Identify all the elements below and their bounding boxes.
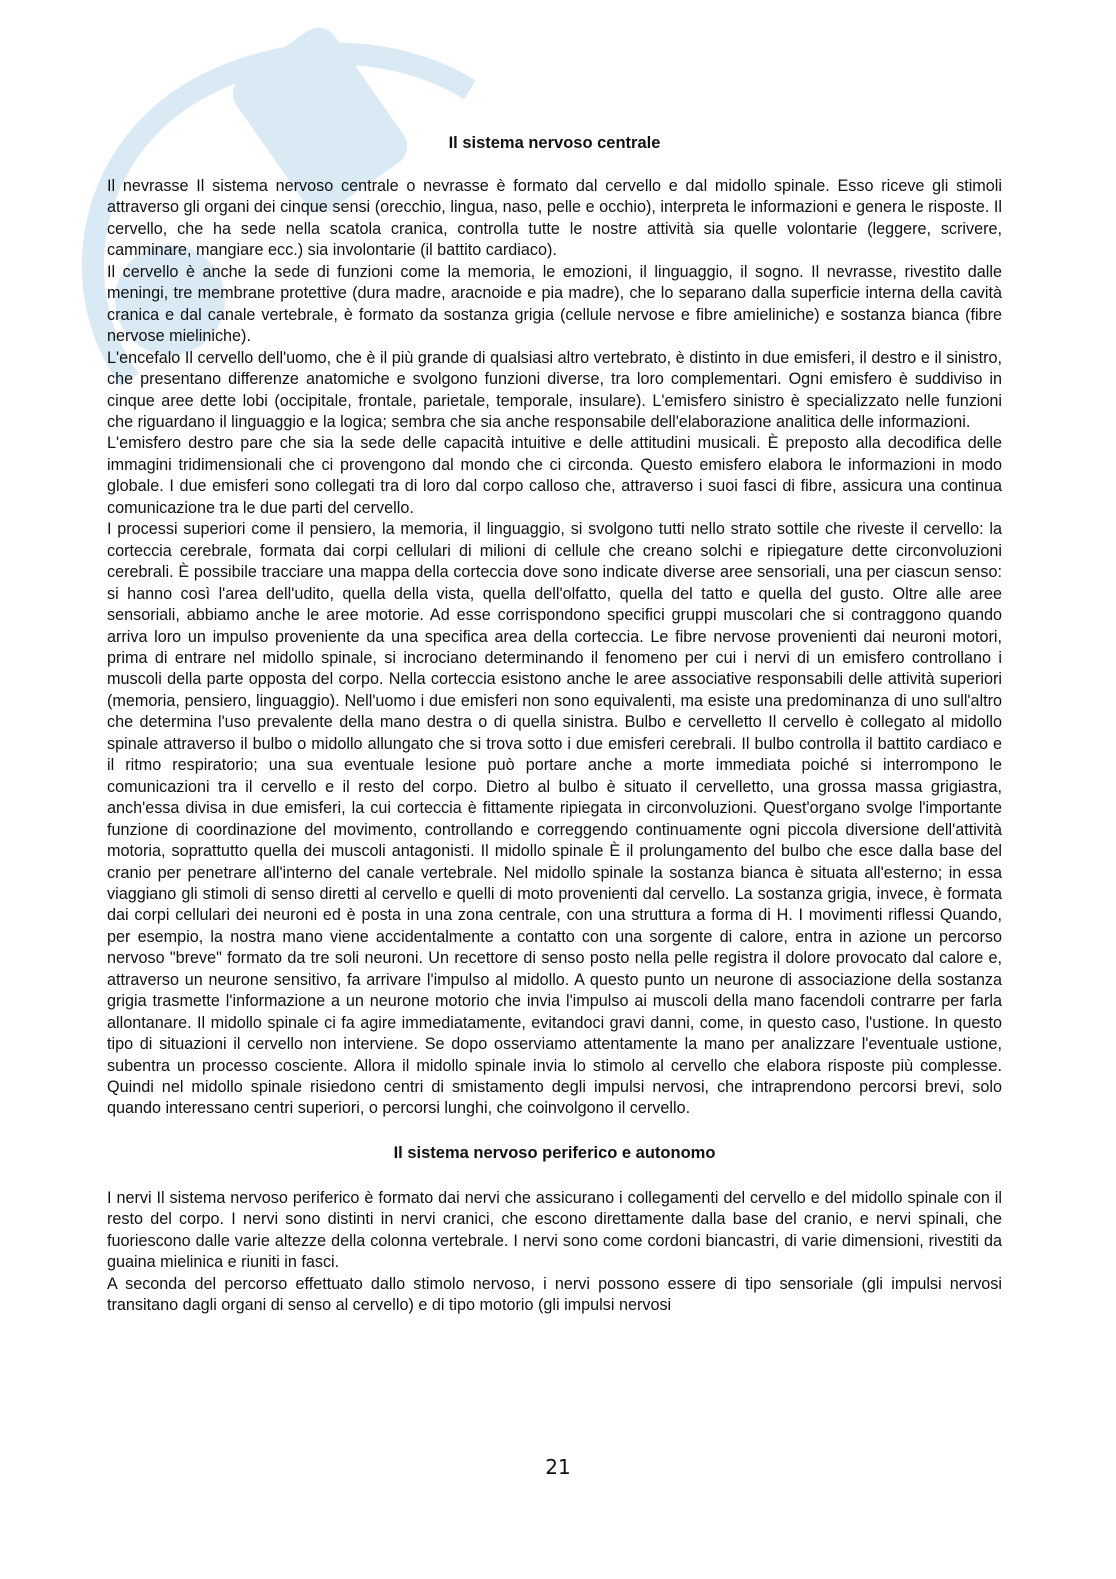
paragraph: Il cervello è anche la sede di funzioni come la memoria, le emozioni, il linguaggio, il sogno. Il nevrasse, rivestito dalle meningi, tre membrane protettive (dura madre, aracnoide e pia madre), che lo separano dalla superficie interna della cavità cranica e dal canale vertebrale, è formato da sostanza grigia (cellule nervose e fibre amieliniche) e sostanza bianca (fibre nervose mieliniche).	[107, 262, 1002, 346]
page-number: 21	[545, 1455, 571, 1479]
section-title-central: Il sistema nervoso centrale	[448, 134, 661, 152]
paragraph: I nervi Il sistema nervoso periferico è formato dai nervi che assicurano i collegamenti del cervello e del midollo spinale con il resto del corpo. I nervi sono distinti in nervi cranici, che escono direttamente dalla base del cranio, e nervi spinali, che fuoriescono dalle varie altezze della colonna vertebrale. I nervi sono come cordoni biancastri, di varie dimensioni, rivestiti da guaina mielinica e riuniti in fasci.	[107, 1188, 1002, 1272]
paragraph: L'emisfero destro pare che sia la sede delle capacità intuitive e delle attitudini musicali. È preposto alla decodifica delle immagini tridimensionali che ci provengono dal mondo che ci circonda. Questo emisfero elabora le informazioni in modo globale. I due emisferi sono collegati tra di loro dal corpo calloso che, attraverso i suoi fasci di fibre, assicura una continua comunicazione tra le due parti del cervello.	[107, 434, 1002, 517]
section-title-peripheral: Il sistema nervoso periferico e autonomo	[393, 1143, 716, 1162]
paragraph: I processi superiori come il pensiero, la memoria, il linguaggio, si svolgono tutti nello strato sottile che riveste il cervello: la corteccia cerebrale, formata dai corpi cellulari di milioni di cellule che creano solchi e ripiegature dette circonvoluzioni cerebrali. È possibile tracciare una mappa della corteccia dove sono indicate diverse aree sensoriali, una per ciascun senso: si hanno così l'area dell'udito, quella della vista, quella dell'olfatto, quella del tatto e quella del gusto. Oltre alle aree sensoriali, abbiamo anche le aree motorie. Ad esse corrispondono specifici gruppi muscolari che si contraggono quando arriva loro un impulso proveniente da una specifica area della corteccia. Le fibre nervose provenienti dai neuroni motori, prima di entrare nel midollo spinale, si incrociano determinando il fenomeno per cui i nervi di un emisfero controllano i muscoli della parte opposta del corpo. Nella corteccia esistono anche le aree associative responsabili delle attività superiori (memoria, pensiero, linguaggio). Nell'uomo i due emisferi non sono equivalenti, ma esiste una predominanza di uno sull'altro che determina l'uso prevalente della mano destra o di quella sinistra. Bulbo e cervelletto Il cervello è collegato al midollo spinale attraverso il bulbo o midollo allungato che si trova sotto i due emisferi cerebrali. Il bulbo controlla il battito cardiaco e il ritmo respiratorio; una sua eventuale lesione può portare anche a morte immediata poiché si interrompono le comunicazioni tra il cervello e il resto del corpo. Dietro al bulbo è situato il cervelletto, una grossa massa grigiastra, anch'essa divisa in due emisferi, la cui corteccia è fittamente ripiegata in circonvoluzioni. Quest'organo svolge l'importante funzione di coordinazione del movimento, controllando e correggendo continuamente ogni piccola diversione dell'attività motoria, soprattutto quella dei muscoli antagonisti. Il midollo spinale È il prolungamento del bulbo che esce dalla base del cranio per penetrare all'interno del canale vertebrale. Nel midollo spinale la sostanza bianca è situata all'esterno; in essa viaggiano gli stimoli di senso diretti al cervello e quelli di moto provenienti dal cervello. La sostanza grigia, invece, è formata dai corpi cellulari dei neuroni ed è posta in una zona centrale, con una struttura a forma di H. I movimenti riflessi Quando, per esempio, la nostra mano viene accidentalmente a contatto con una sorgente di calore, entra in azione un percorso nervoso "breve" formato da tre soli neuroni. Un recettore di senso posto nella pelle registra il dolore provocato dal calore e, attraverso un neurone sensitivo, fa arrivare l'impulso al midollo. A questo punto un neurone di associazione della sostanza grigia trasmette l'informazione a un neurone motorio che invia l'impulso ai muscoli della mano facendoli contrarre per farla allontanare. Il midollo spinale ci fa agire immediatamente, evitandoci gravi danni, come, in questo caso, l'ustione. In questo tipo di situazioni il cervello non interviene. Se dopo osserviamo attentamente la mano per analizzare l'eventuale ustione, subentra un processo cosciente. Allora il midollo spinale invia lo stimolo al cervello che elabora risposte più complesse. Quindi nel midollo spinale risiedono centri di smistamento degli impulsi nervosi, che intraprendono percorsi brevi, solo quando interessano centri superiori, o percorsi lunghi, che coinvolgono il cervello.	[107, 520, 1002, 1118]
paragraph: Il nevrasse Il sistema nervoso centrale o nevrasse è formato dal cervello e dal midollo spinale. Esso riceve gli stimoli attraverso gli organi dei cinque sensi (orecchio, lingua, naso, pelle e occhio), interpreta le informazioni e genera le risposte. Il cervello, che ha sede nella scatola cranica, controlla tutte le nostre attività sia quelle volontarie (leggere, scrivere, camminare, mangiare ecc.) sia involontarie (il battito cardiaco).	[107, 177, 1002, 260]
paragraph: L'encefalo Il cervello dell'uomo, che è il più grande di qualsiasi altro vertebrato, è distinto in due emisferi, il destro e il sinistro, che presentano differenze anatomiche e svolgono funzioni diverse, tra loro complementari. Ogni emisfero è suddiviso in cinque aree dette lobi (occipitale, frontale, parietale, temporale, insulare). L'emisfero sinistro è specializzato nelle funzioni che riguardano il linguaggio e la logica; sembra che sia anche responsabile dell'elaborazione analitica delle informazioni.	[107, 348, 1002, 431]
paragraph: A seconda del percorso effettuato dallo stimolo nervoso, i nervi possono essere di tipo sensoriale (gli impulsi nervosi transitano dagli organi di senso al cervello) e di tipo motorio (gli impulsi nervosi	[107, 1274, 1002, 1315]
page-content	[107, 130, 1002, 1317]
